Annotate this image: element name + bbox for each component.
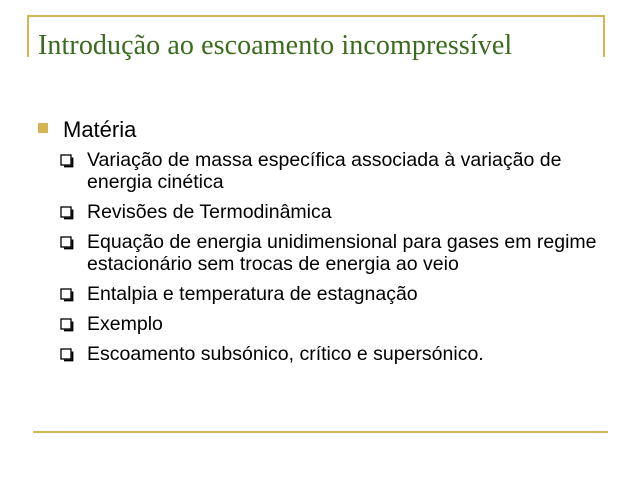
sub-bullet-item	[36, 313, 617, 335]
sub-bullet-list	[36, 149, 616, 365]
hollow-square-bullet-icon	[60, 286, 74, 302]
sub-bullet-item	[36, 149, 617, 193]
right-rule	[603, 15, 605, 57]
sub-bullet-text: Revisões de Termodinâmica	[87, 201, 332, 223]
hollow-square-bullet-icon	[60, 234, 74, 250]
bottom-rule	[33, 431, 608, 433]
sub-bullet-item	[36, 201, 617, 223]
sub-bullet-text: Escoamento subsónico, crítico e supersónico.	[87, 343, 484, 365]
sub-bullet-item	[36, 343, 617, 365]
hollow-square-bullet-icon	[60, 346, 74, 362]
hollow-square-bullet-icon	[60, 204, 74, 220]
hollow-square-bullet-icon	[60, 316, 74, 332]
hollow-square-bullet-icon	[60, 152, 74, 168]
sub-bullet-text: Variação de massa específica associada à variação de energia cinética	[87, 149, 562, 193]
sub-bullet-text: Equação de energia unidimensional para gases em regime estacionário sem trocas de energia ao veio	[87, 231, 597, 275]
square-bullet-icon	[38, 123, 48, 133]
bullet-item-materia	[36, 115, 616, 145]
bullet-heading: Matéria	[63, 117, 137, 142]
sub-bullet-item	[36, 231, 617, 275]
slide-title: Introdução ao escoamento incompressível	[38, 30, 513, 61]
top-rule	[27, 15, 605, 17]
sub-bullet-text: Exemplo	[87, 313, 163, 335]
slide-content	[36, 115, 616, 373]
left-rule	[27, 15, 29, 57]
sub-bullet-text: Entalpia e temperatura de estagnação	[87, 283, 418, 305]
sub-bullet-item	[36, 283, 617, 305]
